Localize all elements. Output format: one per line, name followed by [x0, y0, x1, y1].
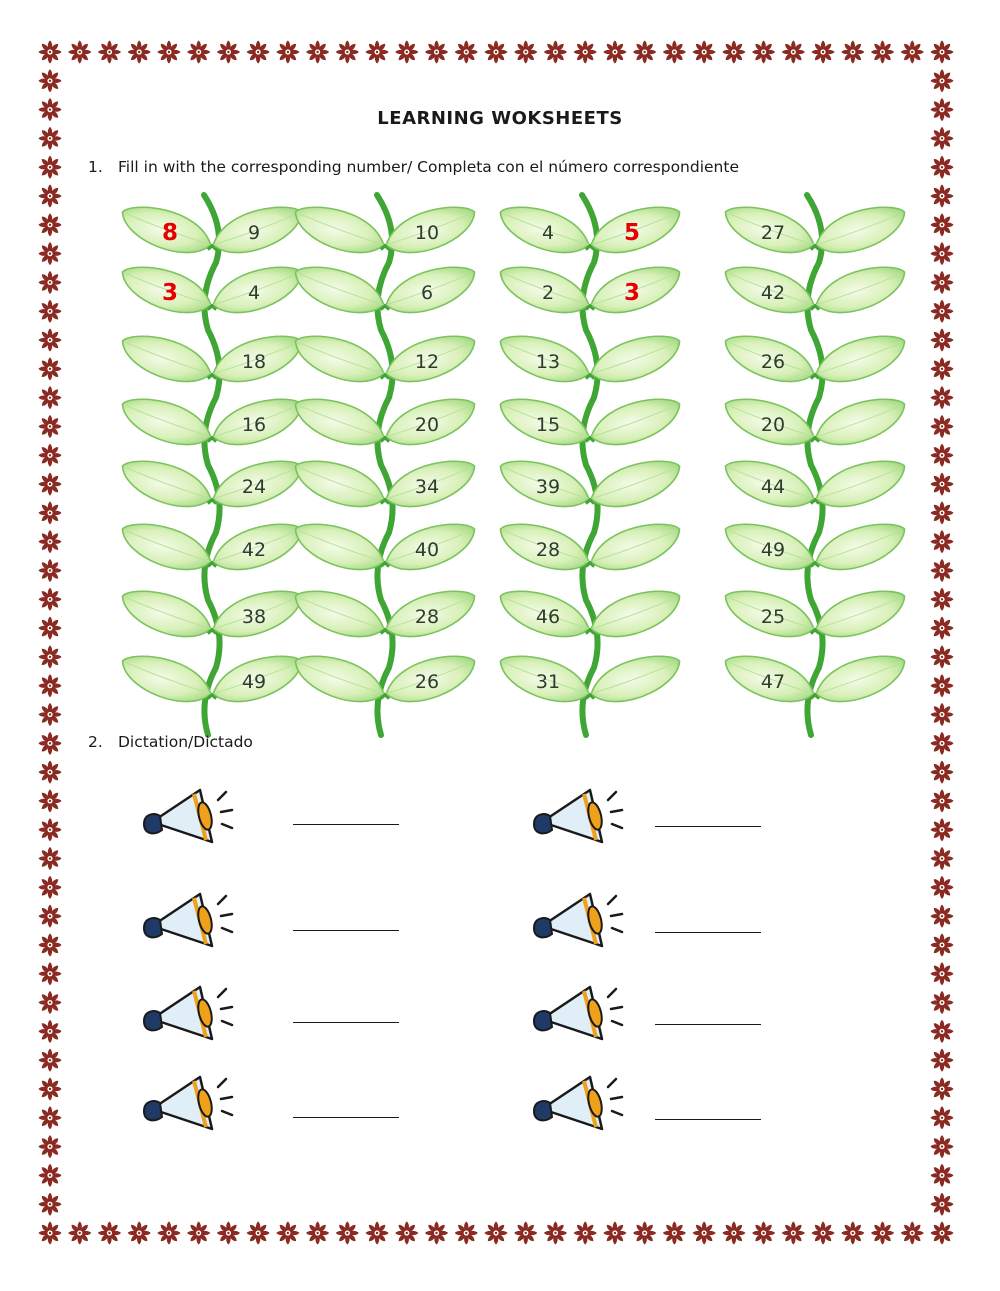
leaf-left-3	[291, 333, 394, 386]
answer-number: 8	[161, 220, 179, 246]
leaf-left-8	[721, 653, 824, 706]
dictation-answer-field[interactable]	[655, 914, 761, 933]
vine-1	[118, 195, 306, 735]
leaf-number: 40	[414, 539, 440, 561]
leaf-number: 26	[760, 351, 786, 373]
leaf-left-6	[721, 521, 824, 574]
leaf-number: 25	[760, 606, 786, 628]
dictation-answer-field[interactable]	[293, 1099, 399, 1118]
leaf-left-8	[291, 653, 394, 706]
exercise-2-text: Dictation/Dictado	[118, 733, 253, 751]
leaf-number: 34	[414, 476, 440, 498]
vine-3	[496, 195, 684, 735]
vine-stem	[377, 195, 393, 735]
leaf-number: 28	[535, 539, 561, 561]
page-title: LEARNING WOKSHEETS	[377, 108, 623, 129]
leaf-left-1	[118, 204, 221, 257]
leaf-left-6	[118, 521, 221, 574]
leaf-right-4	[806, 396, 909, 449]
vine-stem	[204, 195, 220, 735]
leaf-number: 4	[247, 282, 261, 304]
answer-number: 3	[161, 280, 179, 306]
leaf-number: 39	[535, 476, 561, 498]
leaf-number: 4	[541, 222, 555, 244]
megaphone-speaker-icon[interactable]	[140, 882, 240, 962]
vine-2	[291, 195, 479, 735]
leaf-number: 49	[241, 671, 267, 693]
megaphone-speaker-icon[interactable]	[530, 1065, 630, 1145]
leaf-number: 15	[535, 414, 561, 436]
megaphone-speaker-icon[interactable]	[530, 882, 630, 962]
megaphone-speaker-icon[interactable]	[140, 778, 240, 858]
dictation-answer-field[interactable]	[293, 806, 399, 825]
exercise-1-number: 1.	[88, 158, 103, 176]
leaf-number: 42	[760, 282, 786, 304]
leaf-left-8	[118, 653, 221, 706]
leaf-number: 13	[535, 351, 561, 373]
answer-number: 3	[623, 280, 641, 306]
leaf-left-6	[496, 521, 599, 574]
leaf-number: 20	[760, 414, 786, 436]
leaf-left-3	[118, 333, 221, 386]
leaf-number: 9	[247, 222, 261, 244]
leaf-number: 12	[414, 351, 440, 373]
leaf-number: 31	[535, 671, 561, 693]
leaf-number: 28	[414, 606, 440, 628]
leaf-right-4	[203, 396, 306, 449]
vine-4	[721, 195, 909, 735]
leaf-left-1	[291, 204, 394, 257]
dictation-answer-field[interactable]	[293, 912, 399, 931]
leaf-number: 46	[535, 606, 561, 628]
leaf-left-3	[496, 333, 599, 386]
leaf-right-7	[376, 588, 479, 641]
dictation-answer-field[interactable]	[655, 808, 761, 827]
leaf-right-4	[581, 396, 684, 449]
exercise-2-number: 2.	[88, 733, 103, 751]
leaf-number: 44	[760, 476, 786, 498]
leaf-number: 10	[414, 222, 440, 244]
leaf-left-1	[496, 204, 599, 257]
leaf-left-1	[721, 204, 824, 257]
leaf-number: 6	[420, 282, 434, 304]
vine-stem	[582, 195, 598, 735]
leaf-right-7	[806, 588, 909, 641]
megaphone-speaker-icon[interactable]	[140, 975, 240, 1055]
leaf-number: 2	[541, 282, 555, 304]
leaf-right-2	[581, 264, 684, 317]
leaf-number: 38	[241, 606, 267, 628]
vine-stem	[807, 195, 823, 735]
dictation-answer-field[interactable]	[655, 1101, 761, 1120]
leaf-left-8	[496, 653, 599, 706]
leaf-number: 27	[760, 222, 786, 244]
answer-number: 5	[623, 220, 641, 246]
leaf-number: 18	[241, 351, 267, 373]
exercise-2-instruction	[88, 733, 253, 751]
leaf-number: 20	[414, 414, 440, 436]
dictation-answer-field[interactable]	[293, 1004, 399, 1023]
leaf-number: 42	[241, 539, 267, 561]
leaf-left-3	[721, 333, 824, 386]
leaf-right-7	[203, 588, 306, 641]
leaf-right-2	[376, 264, 479, 317]
exercise-1-text: Fill in with the corresponding number/ Completa con el número correspondiente	[118, 158, 739, 176]
leaf-right-2	[806, 264, 909, 317]
leaf-number: 26	[414, 671, 440, 693]
leaf-number: 16	[241, 414, 267, 436]
megaphone-speaker-icon[interactable]	[530, 778, 630, 858]
leaf-number: 47	[760, 671, 786, 693]
leaf-right-2	[203, 264, 306, 317]
leaf-number: 24	[241, 476, 267, 498]
leaf-number: 49	[760, 539, 786, 561]
leaf-right-7	[581, 588, 684, 641]
leaf-right-4	[376, 396, 479, 449]
megaphone-speaker-icon[interactable]	[140, 1065, 240, 1145]
dictation-answer-field[interactable]	[655, 1006, 761, 1025]
leaf-left-6	[291, 521, 394, 574]
megaphone-speaker-icon[interactable]	[530, 975, 630, 1055]
